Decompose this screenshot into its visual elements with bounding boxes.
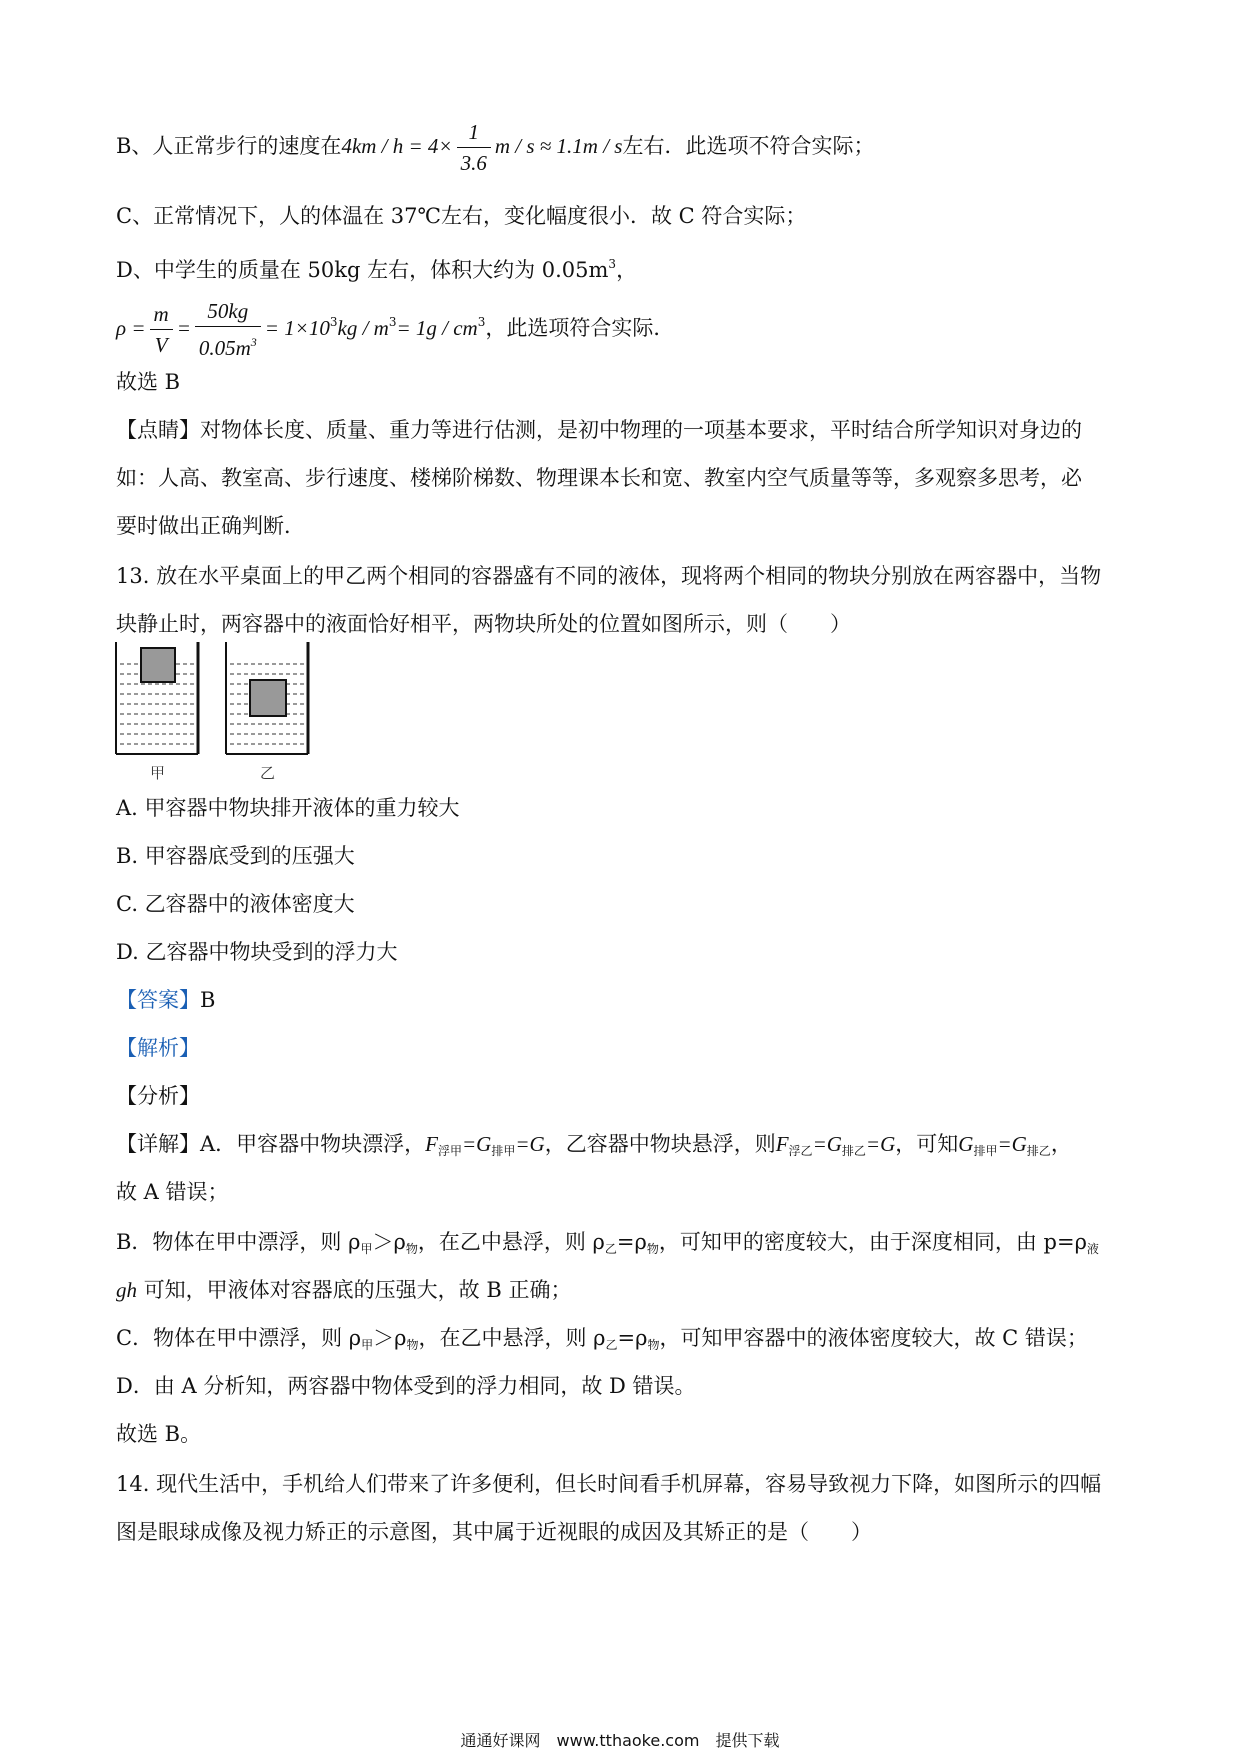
formula: = 1g / cm bbox=[396, 316, 478, 340]
density-formula bbox=[116, 290, 674, 363]
block-yi bbox=[250, 680, 286, 716]
formula: kg / m bbox=[337, 316, 389, 340]
subscript: 浮乙 bbox=[788, 1144, 813, 1158]
tip-line-1: 【点睛】对物体长度、质量、重力等进行估测，是初中物理的一项基本要求，平时结合所学知识对身边的 bbox=[116, 418, 1082, 442]
text: =ρ bbox=[617, 1326, 648, 1350]
text: A．甲容器中物块漂浮， bbox=[200, 1132, 426, 1156]
page-footer: 通通好课网 www.tthaoke.com 提供下载 bbox=[460, 1731, 780, 1750]
subscript: 物 bbox=[646, 1242, 659, 1256]
text: B．物体在甲中漂浮，则 ρ bbox=[116, 1230, 361, 1254]
detail-a bbox=[116, 1130, 1072, 1165]
fenxi-tag: 【分析】 bbox=[116, 1084, 200, 1108]
symbol: G bbox=[958, 1132, 974, 1156]
solution-choice: 故选 B bbox=[116, 370, 181, 394]
detail-d: D．由 A 分析知，两容器中物体受到的浮力相同，故 D 错误。 bbox=[116, 1374, 696, 1398]
detail-c bbox=[116, 1324, 1088, 1359]
fraction bbox=[457, 117, 491, 178]
subscript: 甲 bbox=[361, 1338, 374, 1352]
answer-tag: 【答案】 bbox=[116, 988, 200, 1012]
subscript: 乙 bbox=[605, 1338, 618, 1352]
denominator: V bbox=[154, 333, 168, 357]
text: ，在乙中悬浮，则 ρ bbox=[418, 1326, 606, 1350]
solution-option-c: C、正常情况下，人的体温在 37℃左右，变化幅度很小．故 C 符合实际； bbox=[116, 204, 807, 228]
label-jia: 甲 bbox=[150, 764, 166, 782]
symbol: =G bbox=[515, 1132, 545, 1156]
analysis-tag: 【解析】 bbox=[116, 1036, 200, 1060]
subscript: 乙 bbox=[604, 1242, 617, 1256]
text: ，在乙中悬浮，则 ρ bbox=[417, 1230, 605, 1254]
text: =ρ bbox=[616, 1230, 647, 1254]
option-b: B. 甲容器底受到的压强大 bbox=[116, 844, 355, 868]
fraction bbox=[150, 299, 173, 360]
subscript: 物 bbox=[647, 1338, 660, 1352]
block-jia bbox=[141, 648, 175, 682]
superscript: 3 bbox=[388, 315, 397, 329]
detail-tag: 【详解】 bbox=[116, 1132, 200, 1156]
denominator: 3.6 bbox=[460, 151, 487, 175]
text: ，可知 bbox=[895, 1132, 959, 1156]
text: 左右．此选项不符合实际； bbox=[622, 134, 875, 158]
symbol: =G bbox=[997, 1132, 1027, 1156]
formula: = 1×10 bbox=[264, 316, 330, 340]
text: B、人正常步行的速度在 bbox=[116, 134, 342, 158]
question-13-stem-2: 块静止时，两容器中的液面恰好相平，两物块所处的位置如图所示，则（ ） bbox=[116, 612, 851, 636]
symbol: gh bbox=[116, 1278, 137, 1302]
question-14-stem-2: 图是眼球成像及视力矫正的示意图，其中属于近视眼的成因及其矫正的是（ ） bbox=[116, 1520, 872, 1544]
text: C．物体在甲中漂浮，则 ρ bbox=[116, 1326, 362, 1350]
solution-option-d bbox=[116, 250, 637, 284]
text: ＞ρ bbox=[373, 1326, 407, 1350]
text: 可知，甲液体对容器底的压强大，故 B 正确； bbox=[143, 1278, 572, 1302]
label-yi: 乙 bbox=[260, 764, 276, 782]
numerator: m bbox=[150, 299, 173, 330]
option-a: A. 甲容器中物块排开液体的重力较大 bbox=[116, 796, 460, 820]
detail-b-1 bbox=[116, 1228, 1099, 1263]
superscript: 3 bbox=[250, 335, 257, 349]
formula: m / s ≈ 1.1m / s bbox=[494, 134, 623, 158]
container-yi bbox=[226, 642, 308, 754]
superscript: 3 bbox=[608, 257, 617, 271]
superscript: 3 bbox=[477, 315, 486, 329]
numerator: 1 bbox=[457, 117, 491, 148]
text: ，乙容器中物块悬浮，则 bbox=[544, 1132, 776, 1156]
subscript: 排乙 bbox=[841, 1144, 866, 1158]
text: ，可知甲容器中的液体密度较大，故 C 错误； bbox=[659, 1326, 1088, 1350]
superscript: 3 bbox=[329, 315, 338, 329]
containers-figure bbox=[114, 642, 314, 787]
solution-option-b bbox=[116, 116, 874, 178]
text: ， bbox=[616, 258, 638, 282]
answer-value: B bbox=[200, 988, 216, 1012]
text: 0.05m bbox=[198, 336, 251, 360]
subscript: 排甲 bbox=[973, 1144, 998, 1158]
text: ，可知甲的密度较大，由于深度相同，由 p=ρ bbox=[658, 1230, 1087, 1254]
symbol: F bbox=[425, 1132, 438, 1156]
subscript: 液 bbox=[1086, 1242, 1099, 1256]
subscript: 排乙 bbox=[1026, 1144, 1051, 1158]
option-d: D. 乙容器中物块受到的浮力大 bbox=[116, 940, 398, 964]
fraction bbox=[195, 296, 261, 363]
subscript: 物 bbox=[406, 1338, 419, 1352]
formula: = bbox=[176, 316, 191, 340]
symbol: F bbox=[775, 1132, 789, 1156]
subscript: 物 bbox=[405, 1242, 418, 1256]
detail-a-end: 故 A 错误； bbox=[116, 1180, 229, 1204]
containers-svg bbox=[114, 642, 314, 782]
denominator bbox=[195, 327, 261, 363]
question-13-choice: 故选 B。 bbox=[116, 1422, 202, 1446]
container-jia bbox=[116, 642, 198, 754]
formula: 4km / h = 4× bbox=[341, 134, 453, 158]
subscript: 排甲 bbox=[491, 1144, 516, 1158]
symbol: =G bbox=[865, 1132, 896, 1156]
detail-b-2 bbox=[116, 1276, 571, 1304]
question-14-stem-1: 14. 现代生活中，手机给人们带来了许多便利，但长时间看手机屏幕，容易导致视力下降，如图所示的四幅 bbox=[116, 1472, 1102, 1496]
numerator: 50kg bbox=[195, 296, 261, 327]
subscript: 浮甲 bbox=[438, 1144, 463, 1158]
symbol: =G bbox=[812, 1132, 842, 1156]
tip-line-3: 要时做出正确判断． bbox=[116, 514, 305, 538]
subscript: 甲 bbox=[360, 1242, 373, 1256]
tip-line-2: 如：人高、教室高、步行速度、楼梯阶梯数、物理课本长和宽、教室内空气质量等等，多观察多思考，必 bbox=[116, 466, 1082, 490]
option-c: C. 乙容器中的液体密度大 bbox=[116, 892, 355, 916]
symbol: =G bbox=[462, 1132, 492, 1156]
text: ＞ρ bbox=[372, 1230, 406, 1254]
formula: ρ = bbox=[116, 316, 146, 340]
text: ，此选项符合实际． bbox=[485, 316, 675, 340]
text: D、中学生的质量在 50kg 左右，体积大约为 0.05m bbox=[116, 258, 609, 282]
text: ， bbox=[1050, 1132, 1072, 1156]
question-13-stem-1: 13. 放在水平桌面上的甲乙两个相同的容器盛有不同的液体，现将两个相同的物块分别放在两容器中，当物 bbox=[116, 564, 1102, 588]
answer-line bbox=[116, 986, 215, 1014]
